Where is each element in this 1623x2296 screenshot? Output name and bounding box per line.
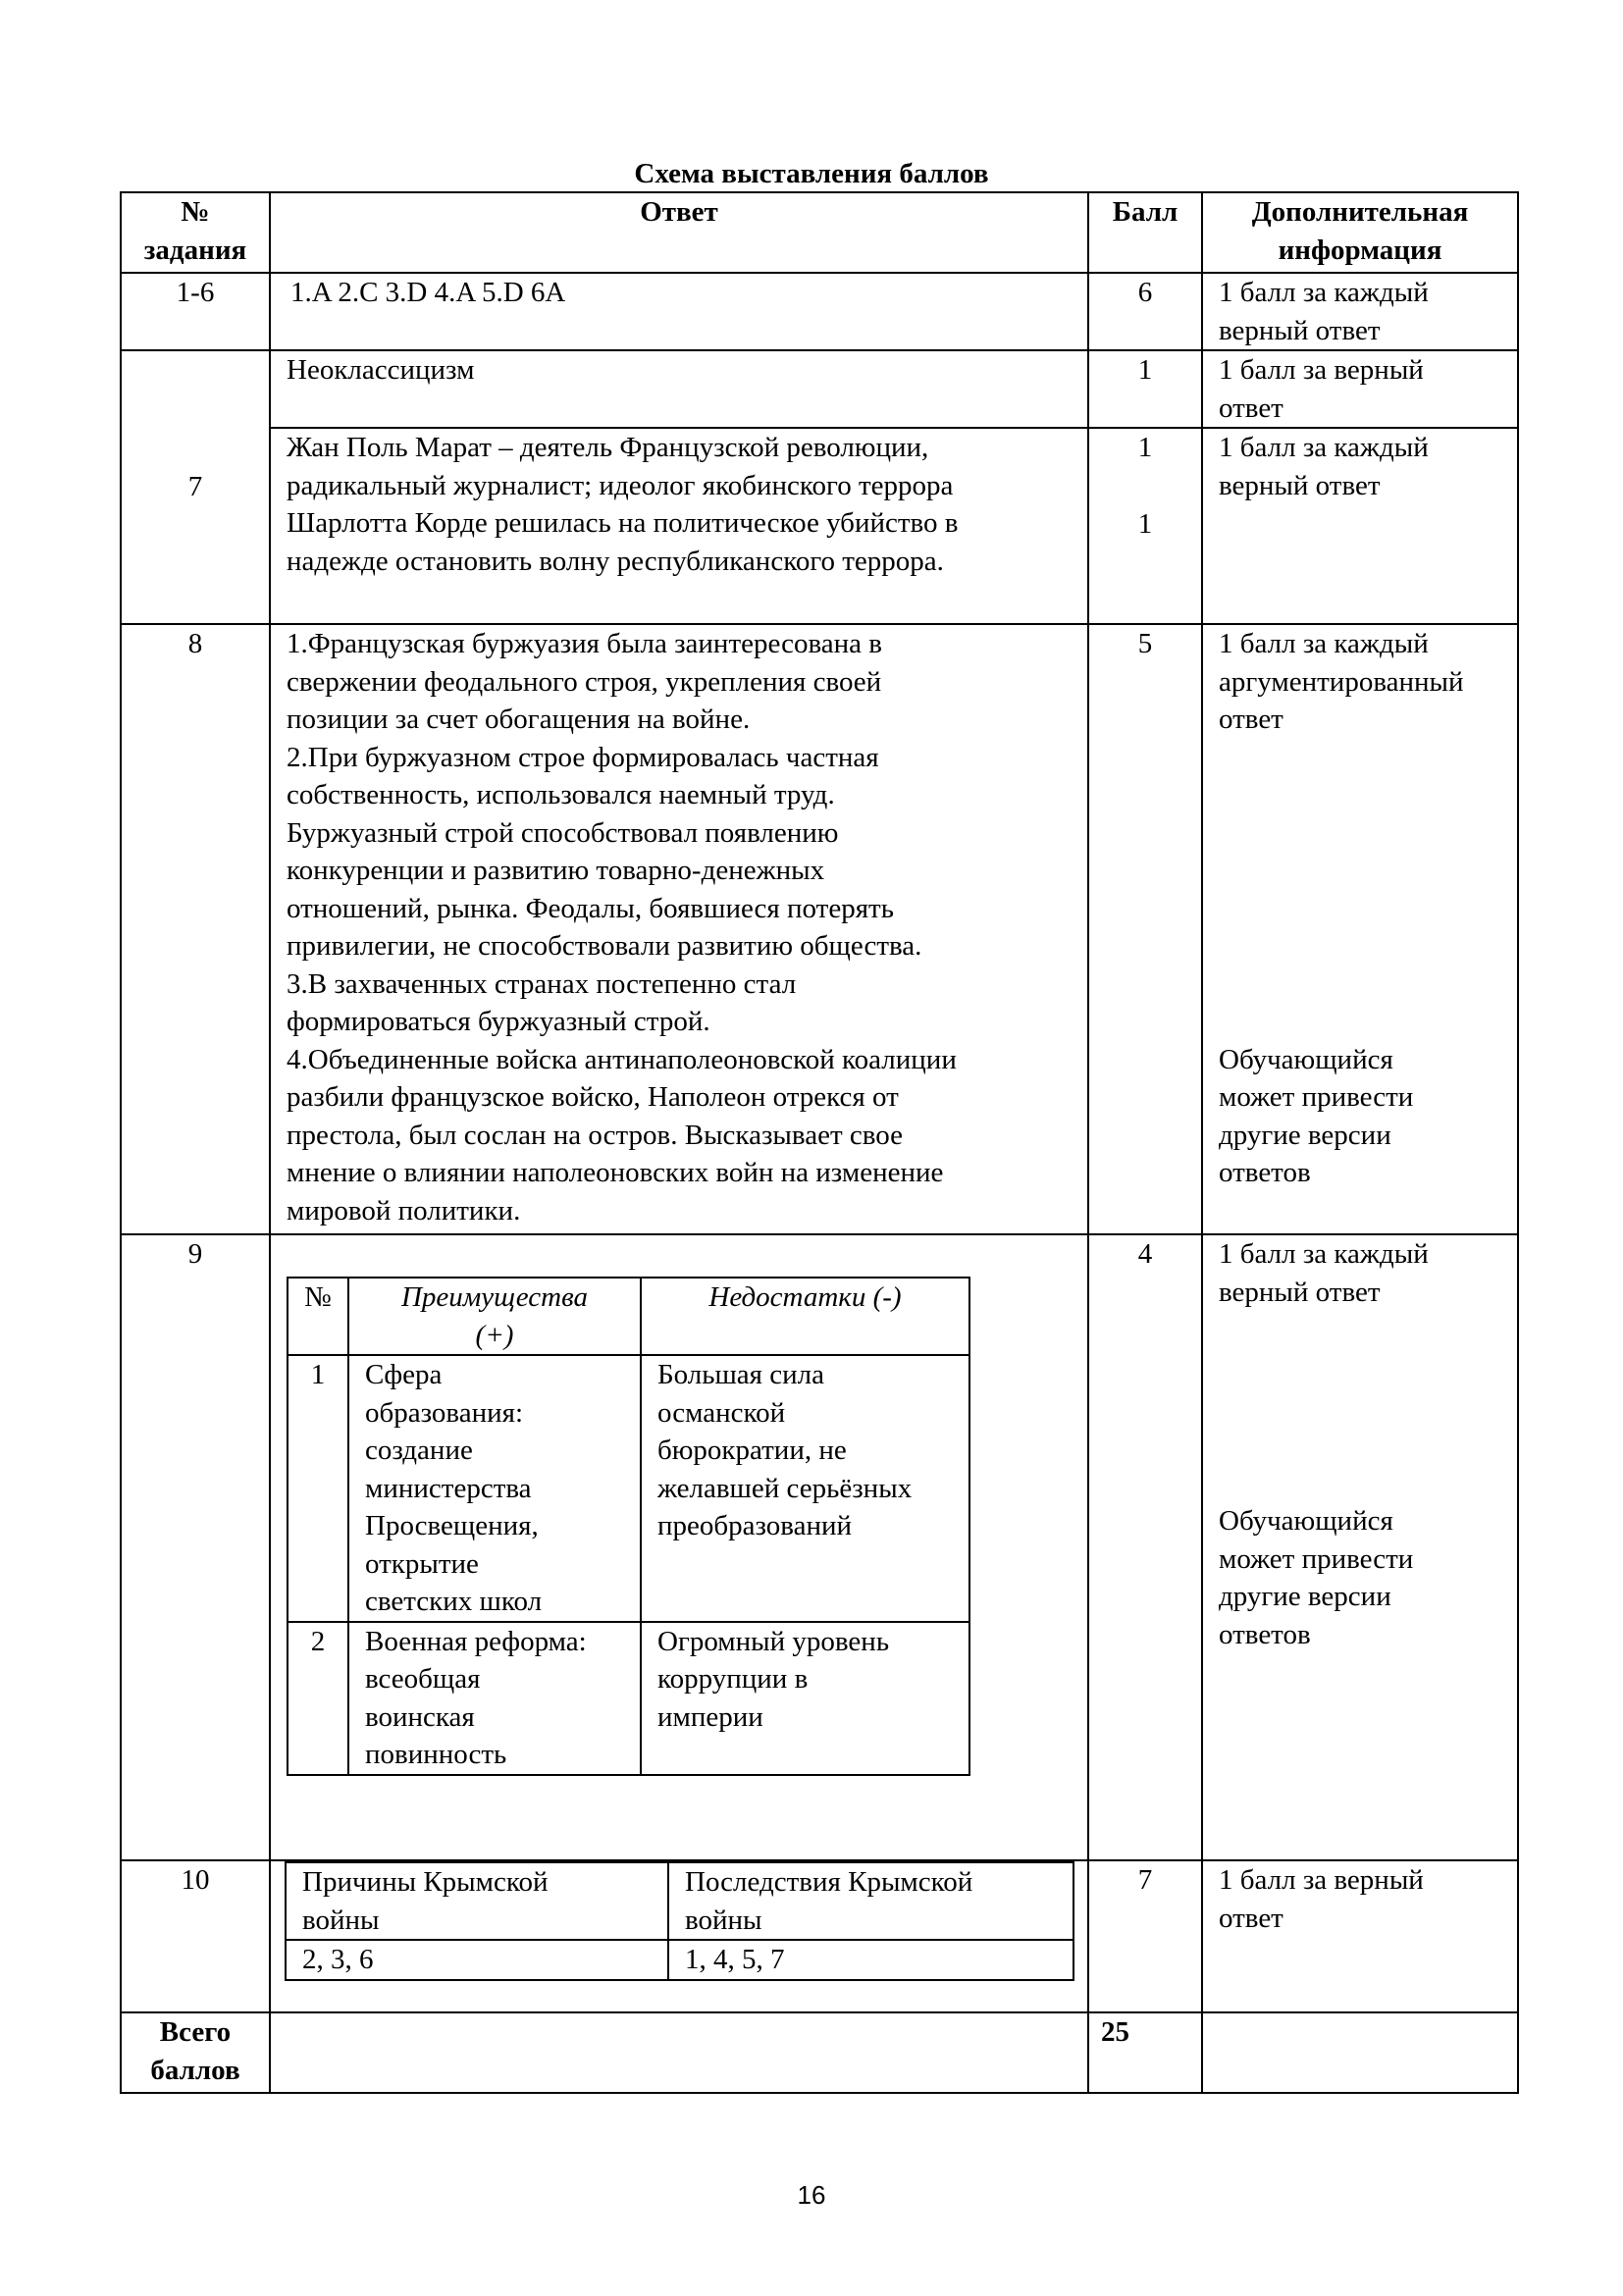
reforms-row-advantage: Военная реформа: всеобщая воинская повинность — [348, 1622, 641, 1775]
row-info: 1 балл за каждый верный ответ — [1202, 428, 1518, 624]
row-info: 1 балл за верный ответ — [1202, 350, 1518, 428]
reforms-table — [287, 1277, 970, 1776]
row-num: 1-6 — [121, 273, 270, 350]
header-num: № задания — [121, 192, 270, 273]
header-answer: Ответ — [270, 192, 1088, 273]
row-answer: 1.A 2.C 3.D 4.A 5.D 6A — [270, 273, 1088, 350]
reforms-header-advantages: Преимущества (+) — [348, 1278, 641, 1355]
reforms-header-disadvantages: Недостатки (-) — [641, 1278, 969, 1355]
row-num: 9 — [121, 1234, 270, 1860]
total-row — [121, 2012, 1518, 2093]
row-9 — [121, 1234, 1518, 1860]
reforms-header-num: № — [288, 1278, 348, 1355]
row-answer: 1.Французская буржуазия была заинтересована в свержении феодального строя, укрепления своей позиции за счет обогащения на войне. 2.При буржуазном строе формировалась частная собственность, использовался наемный труд. Буржуазный строй способствовал появлению конкуренции и развитию товарно-денежных отношений, рынка. Феодалы, боявшиеся потерять привилегии, не способствовали развитию общества. 3.В захваченных странах постепенно стал формироваться буржуазный строй. 4.Объединенные войска антинаполеоновской коалиции разбили французское войско, Наполеон отрекся от престола, был сослан на остров. Высказывает свое мнение о влиянии наполеоновских войн на изменение мировой политики. — [270, 624, 1088, 1234]
scoring-table — [120, 191, 1519, 2094]
row-score: 7 — [1088, 1860, 1202, 2012]
crimean-war-table — [285, 1861, 1074, 1981]
row-num: 10 — [121, 1860, 270, 2012]
header-score: Балл — [1088, 192, 1202, 273]
reforms-row-advantage: Сфера образования: создание министерства Просвещения, открытие светских школ — [348, 1355, 641, 1622]
row-score: 1 — [1088, 350, 1202, 428]
crimean-header-effects: Последствия Крымской войны — [668, 1862, 1073, 1940]
total-label: Всего баллов — [121, 2012, 270, 2093]
reforms-row — [288, 1355, 969, 1622]
crimean-row — [286, 1940, 1073, 1980]
crimean-causes: 2, 3, 6 — [286, 1940, 668, 1980]
page-title: Схема выставления баллов — [634, 158, 989, 189]
crimean-header-causes: Причины Крымской войны — [286, 1862, 668, 1940]
reforms-header — [288, 1278, 969, 1355]
row-info: 1 балл за верный ответ — [1202, 1860, 1518, 2012]
row-answer — [270, 1234, 1088, 1860]
info-text: 1 балл за каждый верный ответ — [1219, 1238, 1429, 1308]
row-7b — [121, 428, 1518, 624]
reforms-row-disadvantage: Большая сила османской бюрократии, не желавшей серьёзных преобразований — [641, 1355, 969, 1622]
crimean-effects: 1, 4, 5, 7 — [668, 1940, 1073, 1980]
row-num: 8 — [121, 624, 270, 1234]
row-score: 6 — [1088, 273, 1202, 350]
info-note: Обучающийся может привести другие версии ответов — [1219, 1043, 1414, 1188]
total-score: 25 — [1088, 2012, 1202, 2093]
reforms-row-disadvantage: Огромный уровень коррупции в империи — [641, 1622, 969, 1775]
header-info: Дополнительная информация — [1202, 192, 1518, 273]
row-10 — [121, 1860, 1518, 2012]
row-1-6 — [121, 273, 1518, 350]
total-answer-empty — [270, 2012, 1088, 2093]
reforms-row-num: 2 — [288, 1622, 348, 1775]
row-8 — [121, 624, 1518, 1234]
info-text: 1 балл за каждый аргументированный ответ — [1219, 628, 1464, 735]
row-score: 5 — [1088, 624, 1202, 1234]
header-row — [121, 192, 1518, 273]
row-info: 1 балл за каждый верный ответ — [1202, 273, 1518, 350]
row-score — [1088, 428, 1202, 624]
info-note: Обучающийся может привести другие версии ответов — [1219, 1505, 1414, 1650]
score-value: 1 — [1137, 507, 1153, 540]
row-info — [1202, 1234, 1518, 1860]
total-info-empty — [1202, 2012, 1518, 2093]
score-value: 1 — [1137, 432, 1153, 463]
reforms-row — [288, 1622, 969, 1775]
row-answer: Жан Поль Марат – деятель Французской революции, радикальный журналист; идеолог якобинского террора Шарлотта Корде решилась на политическое убийство в надежде остановить волну республиканского террора. — [270, 428, 1088, 624]
row-answer: Неоклассицизм — [270, 350, 1088, 428]
crimean-header — [286, 1862, 1073, 1940]
row-num: 7 — [121, 350, 270, 624]
row-score: 4 — [1088, 1234, 1202, 1860]
reforms-row-num: 1 — [288, 1355, 348, 1622]
row-7a — [121, 350, 1518, 428]
row-info — [1202, 624, 1518, 1234]
page-number: 16 — [797, 2180, 826, 2210]
row-answer — [270, 1860, 1088, 2012]
